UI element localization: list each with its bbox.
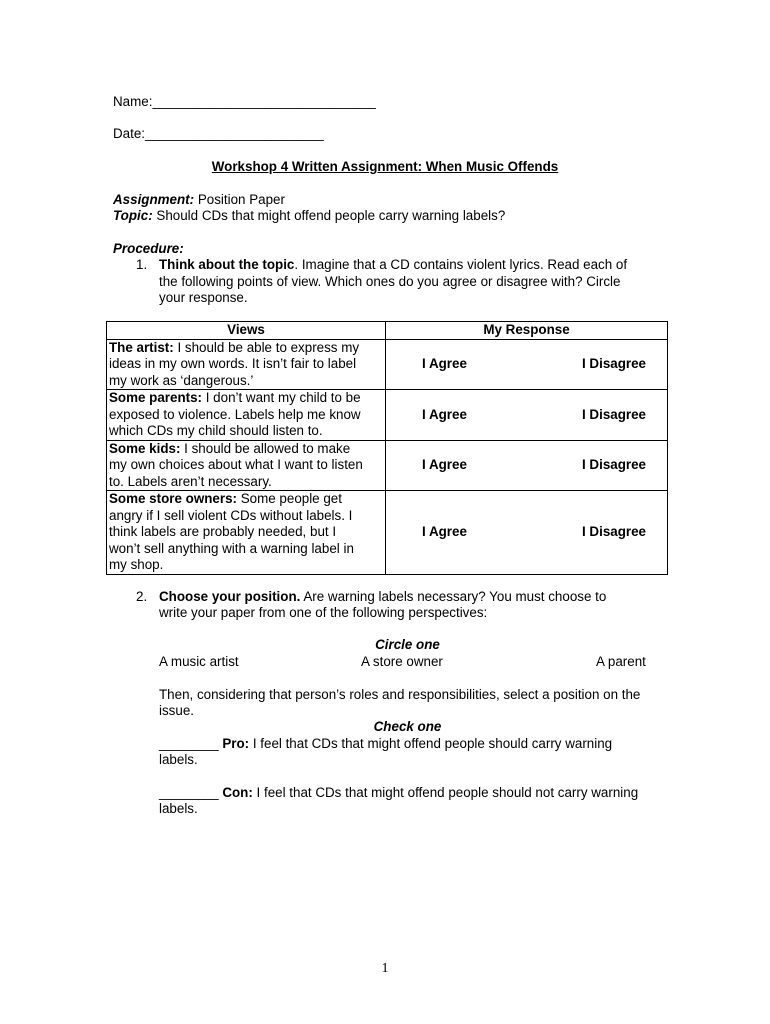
name-blank: ______________________________	[152, 94, 376, 109]
page-number: 1	[381, 961, 389, 976]
agree-option[interactable]: I Agree	[422, 457, 467, 472]
view-text: Some people get	[237, 491, 342, 506]
view-who: Some parents:	[109, 390, 203, 405]
assignment-label: Assignment:	[113, 192, 195, 207]
option-store-owner[interactable]: A store owner	[361, 654, 443, 669]
agree-option[interactable]: I Agree	[422, 406, 467, 422]
topic-line	[113, 208, 505, 225]
procedure-label: Procedure:	[113, 241, 184, 256]
view-text: angry if I sell violent CDs without labels. I	[109, 507, 353, 523]
view-cell	[107, 339, 386, 390]
disagree-option[interactable]: I Disagree	[581, 524, 646, 539]
view-cell	[107, 440, 386, 491]
step2-line2: write your paper from one of the following perspectives:	[159, 605, 488, 620]
pro-text: I feel that CDs that might offend people should carry warning	[249, 736, 613, 751]
step1-line3: your response.	[159, 290, 248, 305]
table-row	[107, 491, 668, 575]
con-label: Con:	[222, 785, 253, 800]
step2-line1	[159, 589, 606, 606]
pro-label: Pro:	[222, 736, 250, 751]
con-text: I feel that CDs that might offend people should not carry warning	[252, 785, 639, 800]
step2-bold: Choose your position.	[159, 589, 301, 604]
view-who: Some store owners:	[109, 491, 237, 506]
views-header: Views	[107, 322, 386, 340]
option-parent[interactable]: A parent	[596, 654, 646, 669]
table-row	[107, 440, 668, 491]
view-who: The artist:	[109, 339, 174, 355]
agree-option[interactable]: I Agree	[422, 524, 467, 539]
topic-value: Should CDs that might offend people carry warning labels?	[156, 208, 506, 223]
views-table	[106, 321, 668, 575]
agree-option[interactable]: I Agree	[422, 356, 467, 371]
view-text: won’t sell anything with a warning label in	[109, 540, 354, 556]
view-text: ideas in my own words. It isn’t fair to label	[109, 356, 357, 371]
response-cell	[386, 339, 668, 390]
check-one-heading: Check one	[373, 719, 442, 734]
view-text: my shop.	[109, 557, 164, 572]
disagree-option[interactable]: I Disagree	[581, 356, 646, 371]
view-text: I don’t want my child to be	[202, 390, 361, 405]
then-line2: issue.	[159, 703, 194, 718]
name-line	[113, 94, 376, 111]
name-label: Name:	[113, 94, 153, 109]
disagree-option[interactable]: I Disagree	[581, 457, 646, 472]
view-who: Some kids:	[109, 440, 181, 456]
step1-number: 1.	[136, 257, 148, 272]
step1-line2: the following points of view. Which ones do you agree or disagree with? Circle	[159, 274, 621, 289]
then-line1: Then, considering that person’s roles and responsibilities, select a position on the	[159, 687, 641, 702]
view-text: think labels are probably needed, but I	[109, 524, 337, 539]
response-cell	[386, 390, 668, 441]
step1-text1: . Imagine that a CD contains violent lyrics. Read each of	[294, 257, 628, 272]
view-text: I should be allowed to make	[180, 440, 351, 456]
date-label: Date:	[113, 126, 146, 141]
table-header-row	[107, 322, 668, 340]
date-blank: ________________________	[145, 126, 324, 141]
disagree-option[interactable]: I Disagree	[581, 406, 646, 422]
assignment-line	[113, 192, 285, 209]
circle-one-heading: Circle one	[375, 637, 440, 652]
option-music-artist[interactable]: A music artist	[159, 654, 239, 669]
response-cell	[386, 440, 668, 491]
view-text: I should be able to express my	[173, 339, 360, 355]
response-cell	[386, 491, 668, 575]
con-checkbox-blank[interactable]: ________	[159, 785, 219, 800]
pro-checkbox-blank[interactable]: ________	[159, 736, 219, 751]
date-line	[113, 126, 324, 143]
table-row	[107, 339, 668, 390]
con-line1	[159, 785, 638, 802]
con-line2: labels.	[159, 801, 198, 816]
assignment-value: Position Paper	[197, 192, 285, 207]
table-row	[107, 390, 668, 441]
step2-text1: Are warning labels necessary? You must choose to	[300, 589, 607, 604]
step2-number: 2.	[136, 589, 148, 604]
view-cell	[107, 390, 386, 441]
view-text: which CDs my child should listen to.	[109, 423, 323, 438]
step1-line1	[159, 257, 627, 274]
topic-label: Topic:	[113, 208, 153, 223]
pro-line1	[159, 736, 612, 753]
pro-line2: labels.	[159, 752, 198, 767]
view-text: my work as ‘dangerous.’	[109, 372, 254, 388]
view-text: exposed to violence. Labels help me know	[109, 406, 361, 422]
view-text: to. Labels aren’t necessary.	[109, 473, 272, 489]
response-header: My Response	[386, 322, 668, 340]
page-title: Workshop 4 Written Assignment: When Music Offends	[211, 159, 559, 174]
step1-bold: Think about the topic	[159, 257, 295, 272]
view-cell	[107, 491, 386, 575]
view-text: my own choices about what I want to listen	[109, 457, 363, 472]
